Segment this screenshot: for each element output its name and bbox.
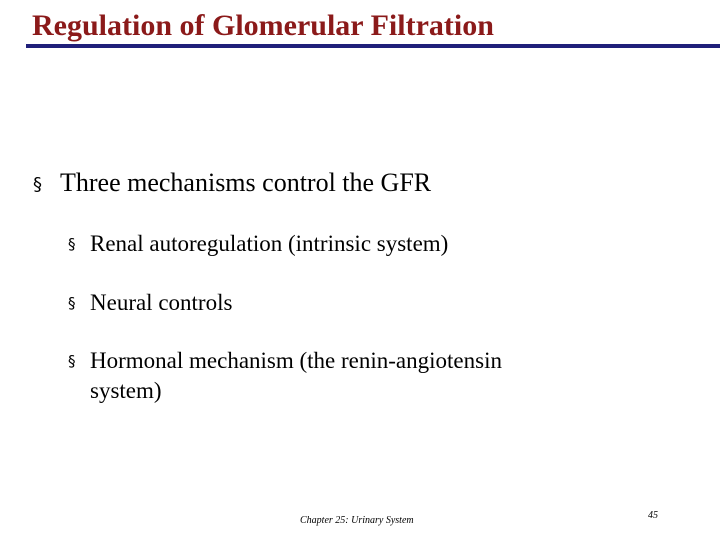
title-underline-rule [26,44,720,48]
footer-chapter-label: Chapter 25: Urinary System [300,515,414,526]
sub-bullet-1 [68,229,448,259]
sub-bullet-2 [68,288,232,318]
sub-bullet-text: Hormonal mechanism (the renin-angiotensin [90,348,502,373]
sub-bullet-text: Neural controls [90,290,233,315]
sub-bullet-text-block [90,346,502,406]
sub-bullet-text-continuation: system) [90,378,162,403]
page-number: 45 [648,510,658,521]
sub-bullet-text: Renal autoregulation (intrinsic system) [90,231,449,256]
bullet-marker-icon: § [68,294,76,312]
bullet-marker-icon: § [68,352,76,370]
sub-bullet-3 [68,346,502,406]
main-bullet [33,168,431,198]
slide-title: Regulation of Glomerular Filtration [32,9,494,42]
bullet-marker-icon: § [33,174,42,195]
bullet-marker-icon: § [68,235,76,253]
main-bullet-text: Three mechanisms control the GFR [60,168,432,197]
